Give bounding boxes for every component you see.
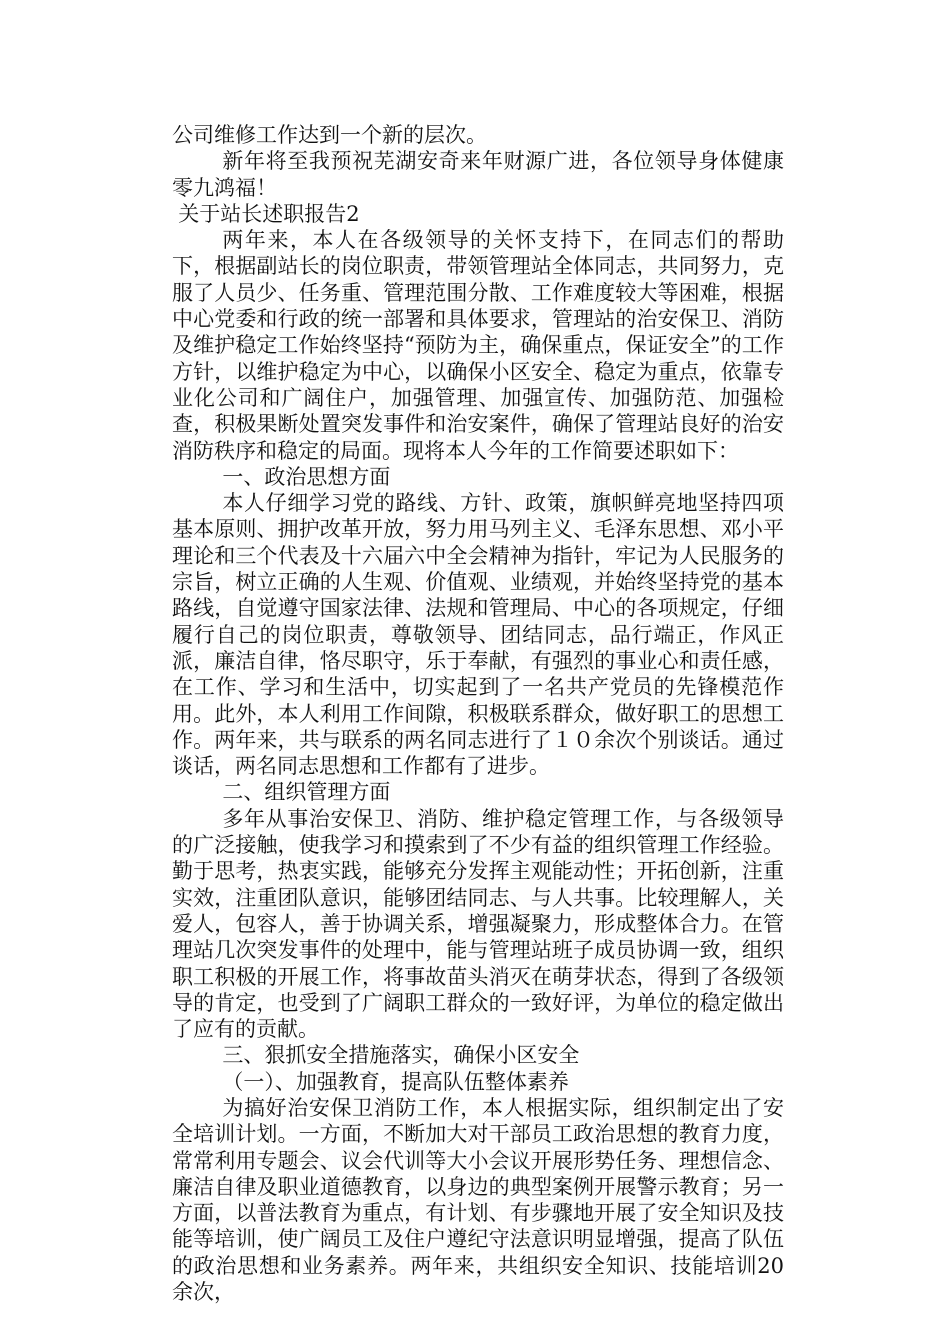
subsection-heading-education: （一）、加强教育，提高队伍整体素养	[222, 1069, 569, 1094]
section-heading-safety: 三、狠抓安全措施落实，确保小区安全	[222, 1043, 580, 1068]
paragraph-education: 为搞好治安保卫消防工作，本人根据实际，组织制定出了安全培训计划。一方面，不断加大对干部员工政治思想的教育力度，常常利用专题会、议会代训等大小会议开展形势任务、理想信念、廉洁自律及职业道德教育，以身边的典型案例开展警示教育；另一方面，以普法教育为重点，有计划、有步骤地开展了安全知识及技能等培训，使广阔员工及住户遵纪守法意识明显增强，提高了队伍的政治思想和业务素养。两年来，共组织安全知识、技能培训20余次，	[172, 1095, 784, 1305]
paragraph-closing-sentence: 公司维修工作达到一个新的层次。	[172, 123, 487, 147]
paragraph-political: 本人仔细学习党的路线、方针、政策，旗帜鲜亮地坚持四项基本原则、拥护改革开放，努力用马列主义、毛泽东思想、邓小平理论和三个代表及十六届六中全会精神为指针，牢记为人民服务的宗旨，树立正确的人生观、价值观、业绩观，并始终坚持党的基本路线，自觉遵守国家法律、法规和管理局、中心的各项规定，仔细履行自己的岗位职责，尊敬领导、团结同志，品行端正，作风正派，廉洁自律，恪尽职守，乐于奉献，有强烈的事业心和责任感，在工作、学习和生活中，切实起到了一名共产党员的先锋模范作用。此外，本人利用工作间隙，积极联系群众，做好职工的思想工作。两年来，共与联系的两名同志进行了１０余次个别谈话。通过谈话，两名同志思想和工作都有了进步。	[172, 491, 784, 779]
section-heading-organization: 二、组织管理方面	[222, 780, 391, 805]
paragraph-introduction: 两年来，本人在各级领导的关怀支持下，在同志们的帮助下，根据副站长的岗位职责，带领管理站全体同志，共同努力，克服了人员少、任务重、管理范围分散、工作难度较大等困难，根据中心党委和行政的统一部署和具体要求，管理站的治安保卫、消防及维护稳定工作始终坚持“预防为主，确保重点，保证安全”的工作方针，以维护稳定为中心，以确保小区安全、稳定为重点，依靠专业化公司和广阔住户，加强管理、加强宣传、加强防范、加强检查，积极果断处置突发事件和治安案件，确保了管理站良好的治安消防秩序和稳定的局面。现将本人今年的工作简要述职如下：	[172, 228, 784, 463]
paragraph-new-year-wishes: 新年将至我预祝芜湖安奇来年财源广进，各位领导身体健康零九鸿福！	[172, 149, 784, 200]
report-title: 关于站长述职报告2	[178, 201, 360, 226]
section-heading-political: 一、政治思想方面	[222, 464, 391, 489]
paragraph-organization: 多年从事治安保卫、消防、维护稳定管理工作，与各级领导的广泛接触，使我学习和摸索到了不少有益的组织管理工作经验。勤于思考，热衷实践，能够充分发挥主观能动性；开拓创新，注重实效，注重团队意识，能够团结同志、与人共事。比较理解人，关爱人，包容人，善于协调关系，增强凝聚力，形成整体合力。在管理站几次突发事件的处理中，能与管理站班子成员协调一致，组织职工积极的开展工作，将事故苗头消灭在萌芽状态，得到了各级领导的肯定，也受到了广阔职工群众的一致好评，为单位的稳定做出了应有的贡献。	[172, 806, 784, 1042]
document-body	[172, 122, 784, 1305]
